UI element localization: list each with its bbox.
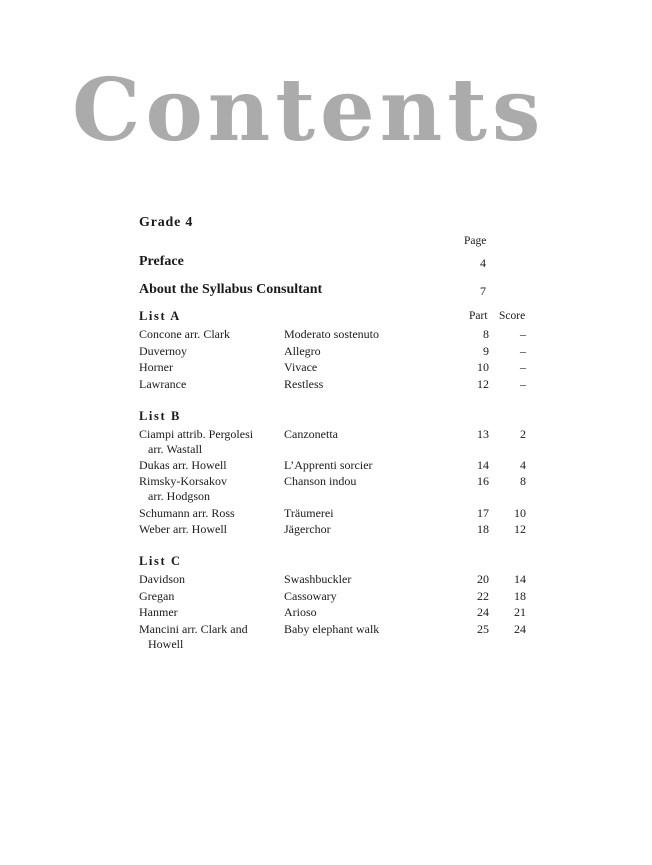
- piece-title: Swashbuckler: [284, 572, 352, 586]
- score-page: –: [520, 377, 526, 391]
- piece-title: Arioso: [284, 605, 317, 619]
- score-page: 12: [514, 522, 526, 536]
- part-page: 22: [477, 589, 489, 603]
- composer: Horner: [139, 360, 173, 374]
- list-b-heading: List B: [139, 409, 181, 423]
- composer: Dukas arr. Howell: [139, 458, 227, 472]
- composer: Mancini arr. Clark and Howell: [139, 622, 248, 651]
- part-page: 14: [477, 458, 489, 472]
- composer: Rimsky-Korsakov arr. Hodgson: [139, 474, 227, 503]
- piece-title: L’Apprenti sorcier: [284, 458, 373, 472]
- piece-title: Canzonetta: [284, 427, 338, 441]
- part-page: 18: [477, 522, 489, 536]
- front-matter-page: 4: [480, 256, 486, 270]
- score-page: 24: [514, 622, 526, 636]
- piece-title: Moderato sostenuto: [284, 327, 379, 341]
- score-page: 4: [520, 458, 526, 472]
- score-page: 14: [514, 572, 526, 586]
- score-page: –: [520, 344, 526, 358]
- page-column-label: Page: [464, 235, 487, 247]
- grade-heading: Grade 4: [139, 215, 194, 230]
- front-matter-label: About the Syllabus Consultant: [139, 282, 323, 297]
- piece-title: Restless: [284, 377, 324, 391]
- score-page: 18: [514, 589, 526, 603]
- composer: Hanmer: [139, 605, 178, 619]
- piece-title: Baby elephant walk: [284, 622, 380, 636]
- score-page: 2: [520, 427, 526, 441]
- composer: Davidson: [139, 572, 185, 586]
- part-page: 9: [483, 344, 489, 358]
- score-page: –: [520, 327, 526, 341]
- composer: Duvernoy: [139, 344, 187, 358]
- composer: Ciampi attrib. Pergolesi arr. Wastall: [139, 427, 254, 456]
- piece-title: Cassowary: [284, 589, 337, 603]
- score-page: –: [520, 360, 526, 374]
- part-page: 13: [477, 427, 489, 441]
- part-page: 24: [477, 605, 489, 619]
- part-page: 8: [483, 327, 489, 341]
- score-page: 21: [514, 605, 526, 619]
- page-title: Contents: [72, 60, 546, 161]
- composer: Lawrance: [139, 377, 187, 391]
- part-page: 12: [477, 377, 489, 391]
- part-page: 20: [477, 572, 489, 586]
- part-page: 25: [477, 622, 489, 636]
- piece-title: Jägerchor: [284, 522, 331, 536]
- front-matter-about-consultant[interactable]: [139, 282, 539, 298]
- piece-title: Träumerei: [284, 506, 334, 520]
- front-matter-label: Preface: [139, 254, 184, 269]
- composer: Gregan: [139, 589, 175, 603]
- part-page: 10: [477, 360, 489, 374]
- composer: Weber arr. Howell: [139, 522, 227, 536]
- list-a-heading: List A: [139, 309, 181, 323]
- score-column-label: Score: [499, 310, 526, 322]
- list-c-heading: List C: [139, 554, 182, 568]
- front-matter-preface[interactable]: [139, 254, 539, 270]
- part-column-label: Part: [469, 310, 488, 322]
- piece-title: Chanson indou: [284, 474, 357, 488]
- composer: Concone arr. Clark: [139, 327, 230, 341]
- part-page: 17: [477, 506, 489, 520]
- score-page: 10: [514, 506, 526, 520]
- score-page: 8: [520, 474, 526, 488]
- composer: Schumann arr. Ross: [139, 506, 235, 520]
- part-page: 16: [477, 474, 489, 488]
- piece-title: Vivace: [284, 360, 318, 374]
- front-matter-page: 7: [480, 284, 486, 298]
- piece-title: Allegro: [284, 344, 321, 358]
